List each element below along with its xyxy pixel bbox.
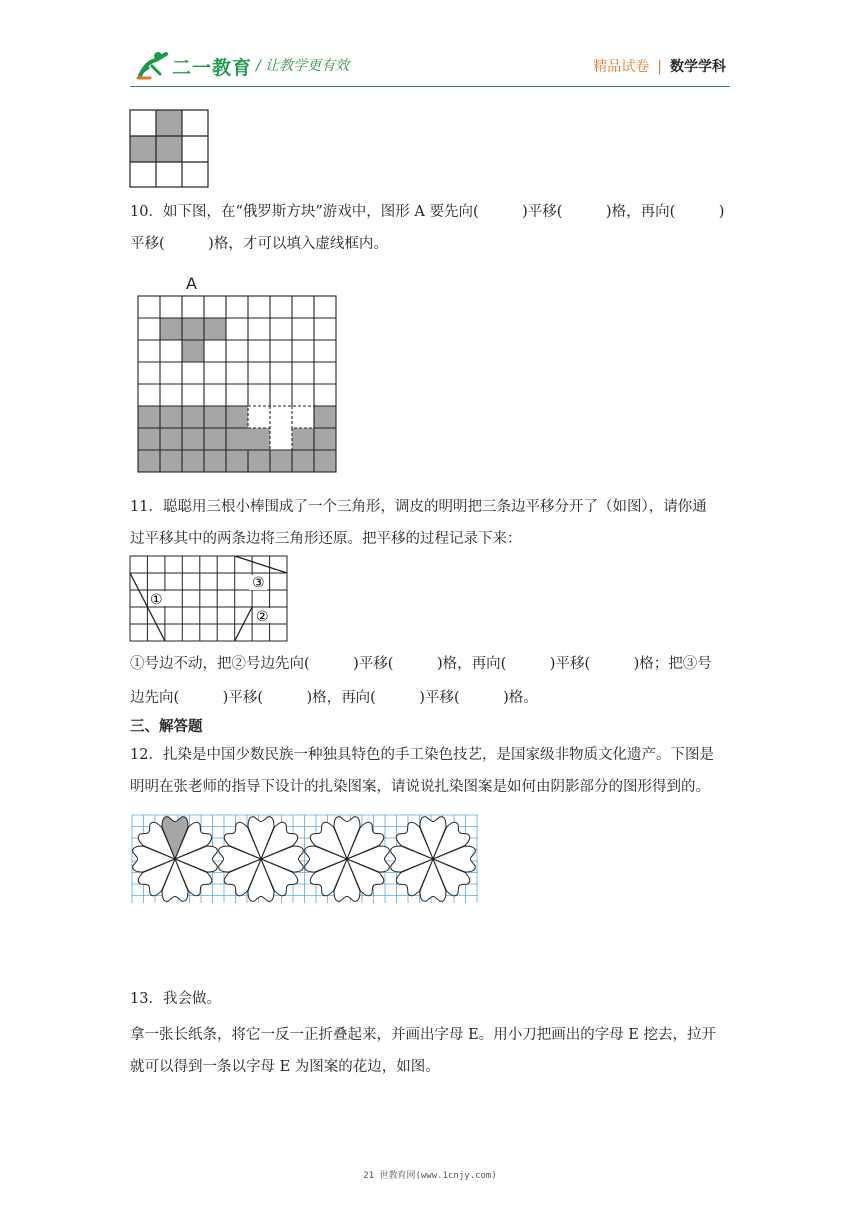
tie-dye-pattern-figure bbox=[132, 815, 478, 903]
stick-1-label: ① bbox=[150, 592, 163, 608]
flower-pattern bbox=[305, 817, 390, 902]
header-divider bbox=[130, 86, 730, 87]
logo bbox=[136, 50, 376, 82]
q13-text-line3: 就可以得到一条以字母 E 为图案的花边，如图。 bbox=[130, 1059, 440, 1075]
stick-3 bbox=[235, 556, 287, 573]
stick-2-label: ② bbox=[256, 609, 269, 625]
q11-answer-line1: ①号边不动，把②号边先向( )平移( )格，再向( )平移( )格；把③号 bbox=[130, 656, 712, 672]
section-title: 三、解答题 bbox=[130, 718, 203, 735]
header-subject bbox=[593, 56, 726, 76]
logo-text: 二一教育 bbox=[172, 57, 253, 79]
q11-text-line1: 11．聪聪用三根小棒围成了一个三角形，调皮的明明把三条边平移分开了（如图），请你通 bbox=[130, 499, 707, 515]
flower-pattern bbox=[219, 817, 304, 902]
q11-text-line2: 过平移其中的两条边将三角形还原。把平移的过程记录下来： bbox=[130, 531, 522, 547]
q10-text-line2: 平移( )格，才可以填入虚线框内。 bbox=[130, 236, 388, 252]
page-footer: 21 世教育网(www.1cnjy.com) bbox=[363, 1171, 497, 1181]
runner-logo-icon bbox=[136, 50, 170, 80]
tetris-grid-figure bbox=[138, 296, 338, 474]
header-label-quality: 精品试卷 bbox=[593, 59, 650, 75]
triangle-sticks-figure bbox=[130, 556, 290, 642]
q11-answer-line2: 边先向( )平移( )格，再向( )平移( )格。 bbox=[130, 690, 538, 706]
q10-text-line1: 10．如下图，在“俄罗斯方块”游戏中，图形 A 要先向( )平移( )格，再向( ) bbox=[130, 204, 725, 220]
flower-pattern bbox=[391, 817, 476, 902]
header-separator: | bbox=[657, 59, 662, 75]
small-grid-figure bbox=[130, 110, 210, 188]
flower-pattern bbox=[133, 817, 218, 902]
q12-text-line2: 明明在张老师的指导下设计的扎染图案，请说说扎染图案是如何由阴影部分的图形得到的。 bbox=[130, 779, 710, 795]
header-label-subject: 数学学科 bbox=[670, 59, 726, 75]
q13-text-line1: 13．我会做。 bbox=[130, 991, 221, 1007]
tetris-figure-label: A bbox=[186, 274, 197, 293]
page-header bbox=[0, 0, 860, 90]
stick-3-label: ③ bbox=[252, 575, 265, 591]
slogan: / 让教学更有效 bbox=[256, 58, 350, 74]
q13-text-line2: 拿一张长纸条，将它一反一正折叠起来，并画出字母 E。用小刀把画出的字母 E 挖去，拉开 bbox=[130, 1027, 716, 1043]
q12-text-line1: 12．扎染是中国少数民族一种独具特色的手工染色技艺，是国家级非物质文化遗产。下图是 bbox=[130, 747, 714, 763]
